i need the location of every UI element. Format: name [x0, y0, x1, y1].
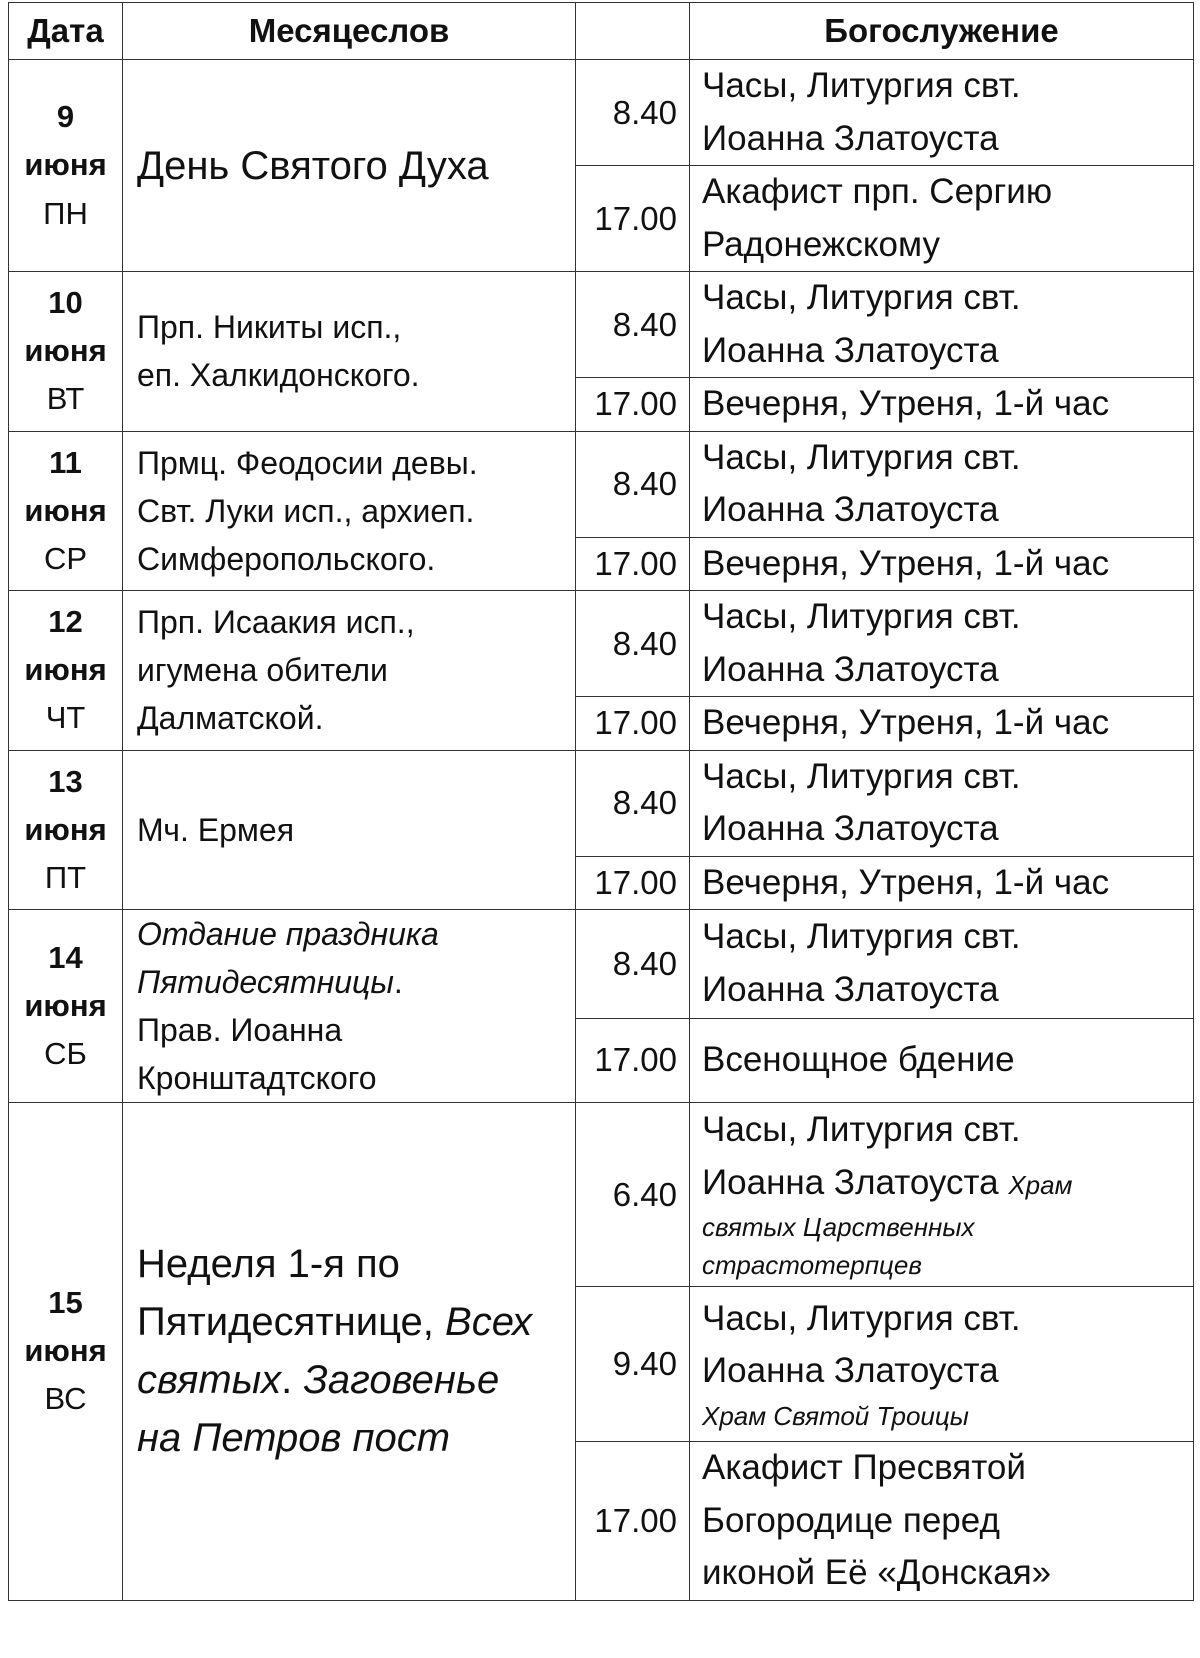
service-name: Часы, Литургия свт. Иоанна Златоуста [690, 910, 1194, 1019]
service-time: 17.00 [576, 1018, 690, 1102]
service-name: Часы, Литургия свт. Иоанна Златоуста [690, 431, 1194, 537]
saint-cell: Прп. Никиты исп., еп. Халкидонского. [123, 272, 576, 432]
service-time: 8.40 [576, 431, 690, 537]
service-location-note: святых Царственных [702, 1212, 975, 1243]
service-name: Акафист Пресвятой Богородице перед иконой Её «Донская» [690, 1442, 1194, 1601]
service-location-note: Храм Святой Троицы [702, 1400, 969, 1431]
service-time: 8.40 [576, 910, 690, 1019]
service-name: Часы, Литургия свт. Иоанна Златоуста Храм святых Царственных страстотерпцев [690, 1103, 1194, 1287]
service-time: 17.00 [576, 537, 690, 591]
service-time: 8.40 [576, 750, 690, 856]
service-time: 8.40 [576, 272, 690, 378]
saint-cell: Прмц. Феодосии девы. Свт. Луки исп., архиеп. Симферопольского. [123, 431, 576, 591]
service-time: 6.40 [576, 1103, 690, 1287]
date-cell: 11 июня СР [9, 431, 123, 591]
service-name: Часы, Литургия свт. Иоанна Златоуста Храм Святой Троицы [690, 1287, 1194, 1442]
service-time: 8.40 [576, 591, 690, 697]
day-row [9, 591, 1194, 697]
day-row [9, 60, 1194, 166]
service-time: 8.40 [576, 60, 690, 166]
date-cell: 13 июня ПТ [9, 750, 123, 910]
service-time: 17.00 [576, 856, 690, 910]
service-name: Вечерня, Утреня, 1-й час [690, 537, 1194, 591]
header-spacer [576, 3, 690, 60]
day-row [9, 272, 1194, 378]
saint-cell: Неделя 1-я по Пятидесятнице, Всех святых. Заговенье на Петров пост [123, 1103, 576, 1601]
service-time: 17.00 [576, 378, 690, 432]
service-time: 9.40 [576, 1287, 690, 1442]
day-row [9, 1103, 1194, 1287]
saint-cell: Прп. Исаакия исп., игумена обители Далматской. [123, 591, 576, 751]
date-cell: 14 июня СБ [9, 910, 123, 1103]
date-cell: 15 июня ВС [9, 1103, 123, 1601]
date-cell: 12 июня ЧТ [9, 591, 123, 751]
service-header: Богослужение [690, 3, 1194, 60]
service-name: Всенощное бдение [690, 1018, 1194, 1102]
date-cell: 9 июня ПН [9, 60, 123, 272]
header-row [9, 3, 1194, 60]
service-name: Акафист прп. Сергию Радонежскому [690, 166, 1194, 272]
service-time: 17.00 [576, 166, 690, 272]
service-location-note: Храм [1008, 1169, 1073, 1200]
schedule-table [8, 2, 1194, 1601]
saint-cell: Отдание праздника Пятидесятницы. Прав. Иоанна Кронштадтского [123, 910, 576, 1103]
service-name: Часы, Литургия свт. Иоанна Златоуста [690, 591, 1194, 697]
service-location-note: страстотерпцев [702, 1250, 922, 1280]
service-name: Часы, Литургия свт. Иоанна Златоуста [690, 272, 1194, 378]
service-name: Вечерня, Утреня, 1-й час [690, 378, 1194, 432]
service-name: Вечерня, Утреня, 1-й час [690, 697, 1194, 751]
saint-cell: Мч. Ермея [123, 750, 576, 910]
day-row [9, 750, 1194, 856]
service-name: Часы, Литургия свт. Иоанна Златоуста [690, 60, 1194, 166]
saint-cell: День Святого Духа [123, 60, 576, 272]
day-row [9, 431, 1194, 537]
calendar-header: Месяцеслов [123, 3, 576, 60]
date-header: Дата [9, 3, 123, 60]
day-row [9, 910, 1194, 1019]
service-time: 17.00 [576, 1442, 690, 1601]
service-time: 17.00 [576, 697, 690, 751]
service-name: Часы, Литургия свт. Иоанна Златоуста [690, 750, 1194, 856]
service-name: Вечерня, Утреня, 1-й час [690, 856, 1194, 910]
date-cell: 10 июня ВТ [9, 272, 123, 432]
